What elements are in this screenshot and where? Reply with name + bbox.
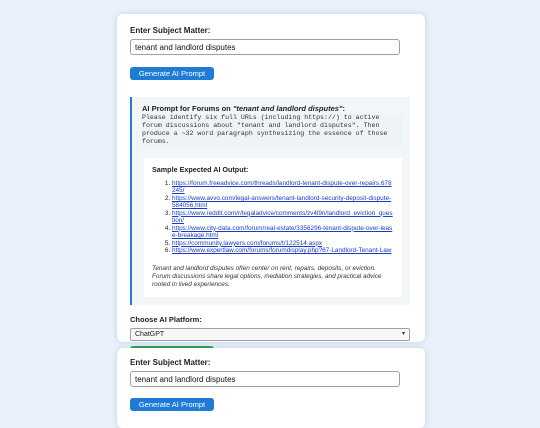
- prompt-text[interactable]: Please identify six full URLs (including https://) to active forum discussions about "tenant and landlord disputes". Then produce a ~32 word paragraph synthesizing the essence of those forums.: [142, 114, 402, 146]
- subject-input[interactable]: [130, 39, 400, 55]
- subject-label-2: Enter Subject Matter:: [130, 358, 211, 367]
- prompt-heading-prefix: AI Prompt for Forums on: [142, 104, 233, 113]
- prompt-heading: [142, 104, 402, 113]
- generate-prompt-button-2[interactable]: Generate AI Prompt: [130, 398, 214, 411]
- platform-select[interactable]: [130, 328, 410, 341]
- chevron-down-icon: ▾: [401, 330, 405, 337]
- platform-label: Choose AI Platform:: [130, 314, 202, 324]
- prompt-heading-subject: "tenant and landlord disputes": [232, 104, 343, 113]
- subject-input-2[interactable]: [130, 371, 400, 387]
- platform-selected-value: ChatGPT: [135, 330, 165, 338]
- list-item: [172, 240, 394, 247]
- summary-paragraph: Tenant and landlord disputes often center on rent, repairs, deposits, or eviction. Forum discussions share legal options, mediation strategies, and practical advice rooted in lived experiences.: [152, 264, 382, 288]
- list-item: [172, 247, 394, 254]
- forum-link-5[interactable]: https://community.lawyers.com/forums/t/122514.aspx: [172, 239, 323, 247]
- sample-output-title: Sample Expected AI Output:: [152, 165, 249, 174]
- sample-link-list: [152, 180, 394, 255]
- forum-link-4[interactable]: https://www.city-data.com/forum/real-estate/3356296-tenant-dispute-over-lease-breakage.html: [172, 224, 393, 239]
- list-item: [172, 225, 394, 239]
- prompt-generator-card-2: [117, 348, 425, 428]
- prompt-result-panel: [130, 97, 410, 305]
- forum-link-6[interactable]: https://www.expertlaw.com/forums/forumdisplay.php?67-Landlord-Tenant-Law: [172, 247, 392, 255]
- generate-prompt-button[interactable]: Generate AI Prompt: [130, 67, 214, 80]
- prompt-heading-suffix: :: [342, 104, 345, 113]
- forum-link-2[interactable]: https://www.avvo.com/legal-answers/tenant-landlord-security-deposit-dispute-584056.html: [172, 194, 392, 210]
- list-item: [172, 210, 394, 224]
- list-item: [172, 180, 394, 194]
- forum-link-1[interactable]: https://forum.freeadvice.com/threads/landlord-tenant-dispute-over-repairs.678245/: [172, 180, 392, 195]
- list-item: [172, 195, 394, 209]
- subject-label: Enter Subject Matter:: [130, 26, 211, 35]
- sample-output: [144, 158, 402, 297]
- forum-link-3[interactable]: https://www.reddit.com/r/legaladvice/comments/zv4l9n/landlord_eviction_question/: [172, 209, 393, 225]
- prompt-generator-card: [117, 14, 425, 342]
